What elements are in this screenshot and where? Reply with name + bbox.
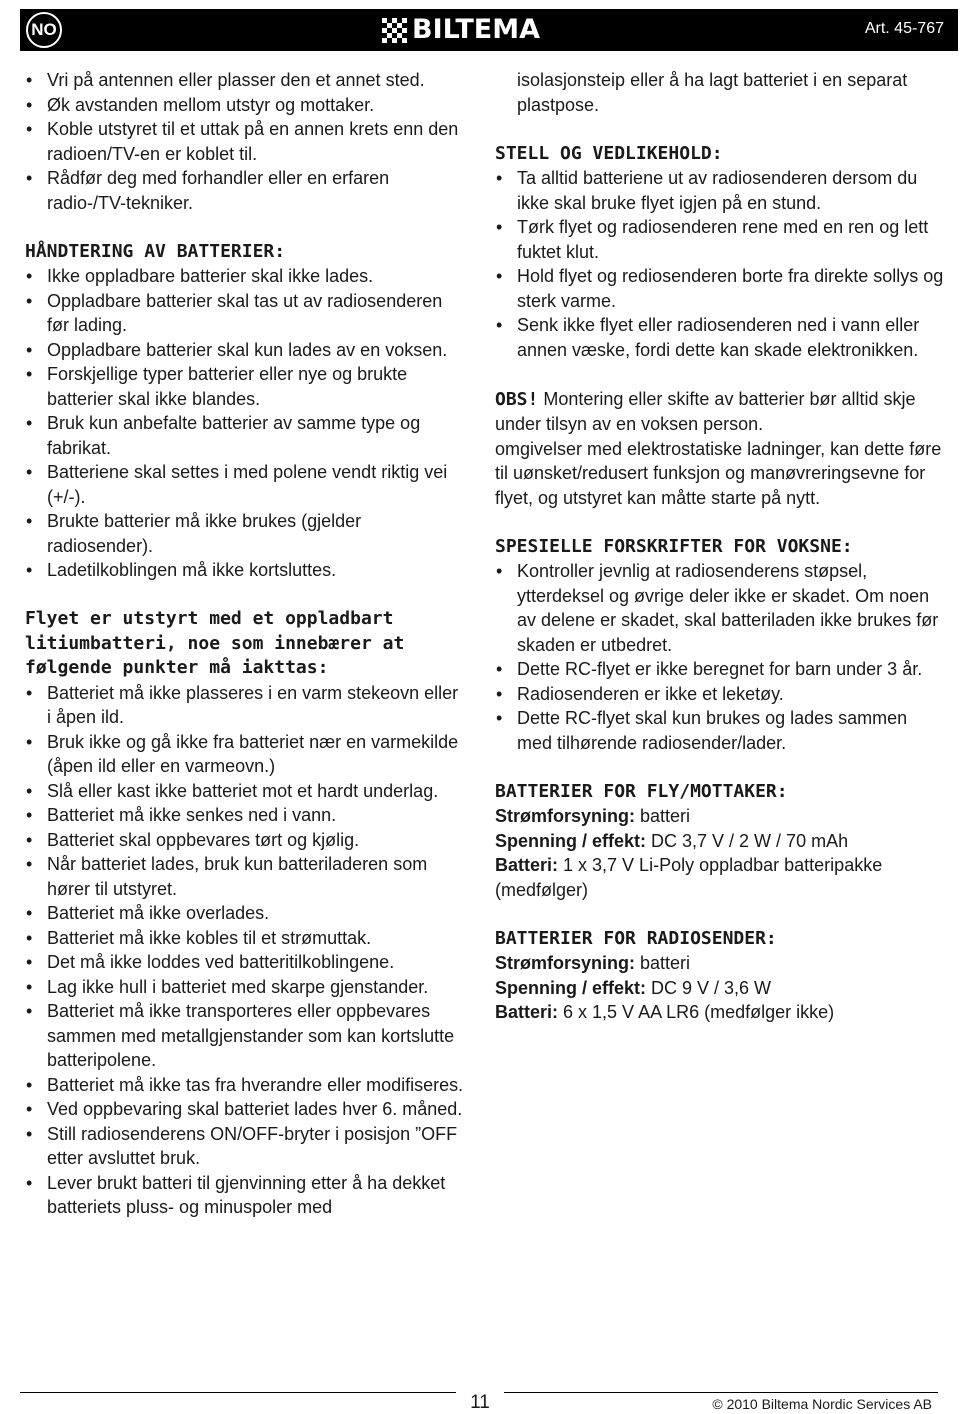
list-item: • Dette RC-flyet skal kun brukes og lades sammen med tilhørende radiosender/lader. bbox=[495, 706, 945, 755]
list-item: • Batteriet skal oppbevares tørt og kjølig. bbox=[25, 828, 465, 853]
radio-spec-battery bbox=[495, 1000, 945, 1025]
list-item: • Dette RC-flyet er ikke beregnet for barn under 3 år. bbox=[495, 657, 945, 682]
adult-rules-list bbox=[495, 559, 945, 755]
list-item: • Brukte batterier må ikke brukes (gjelder radiosender). bbox=[25, 509, 465, 558]
adult-rules-heading: SPESIELLE FORSKRIFTER FOR VOKSNE: bbox=[495, 535, 853, 557]
article-number: Art. 45-767 bbox=[864, 20, 944, 37]
lithium-battery-heading: Flyet er utstyrt med et oppladbart litiumbatteri, noe som innebærer at følgende punkter må iakttas: bbox=[25, 608, 405, 678]
obs-paragraph bbox=[495, 387, 945, 437]
list-item: • Ladetilkoblingen må ikke kortsluttes. bbox=[25, 558, 465, 583]
list-item: • Senk ikke flyet eller radiosenderen ned i vann eller annen væske, fordi dette kan skade elektronikken. bbox=[495, 313, 945, 362]
language-badge: NO bbox=[26, 12, 62, 48]
list-item: • Rådfør deg med forhandler eller en erfaren radio-/TV-tekniker. bbox=[25, 166, 465, 215]
lithium-battery-list bbox=[25, 681, 465, 1220]
plane-battery-heading: BATTERIER FOR FLY/MOTTAKER: bbox=[495, 780, 788, 802]
battery-handling-list bbox=[25, 264, 465, 583]
list-item: • Oppladbare batterier skal kun lades av en voksen. bbox=[25, 338, 465, 363]
list-item: • Bruk kun anbefalte batterier av samme type og fabrikat. bbox=[25, 411, 465, 460]
list-item: • Øk avstanden mellom utstyr og mottaker. bbox=[25, 93, 465, 118]
list-item: • Kontroller jevnlig at radiosenderens støpsel, ytterdeksel og øvrige deler ikke er skadet. Om noen av delene er skadet, skal batteriladen ikke brukes før skaden er utbedret. bbox=[495, 559, 945, 657]
radio-spec-voltage bbox=[495, 976, 945, 1001]
brand-logo bbox=[382, 14, 540, 45]
list-item: • Lever brukt batteri til gjenvinning etter å ha dekket batteriets pluss- og minuspoler med bbox=[25, 1171, 465, 1220]
plane-spec-power bbox=[495, 804, 945, 829]
list-item: • Batteriet må ikke plasseres i en varm stekeovn eller i åpen ild. bbox=[25, 681, 465, 730]
spec-label: Batteri: bbox=[495, 855, 559, 875]
radio-spec-power bbox=[495, 951, 945, 976]
left-column bbox=[25, 68, 465, 1220]
spec-value: DC 3,7 V / 2 W / 70 mAh bbox=[646, 830, 849, 851]
spec-value: 6 x 1,5 V AA LR6 (medfølger ikke) bbox=[558, 1002, 835, 1022]
list-item: • Det må ikke loddes ved batteritilkoblingene. bbox=[25, 950, 465, 975]
list-item: • Batteriet må ikke transporteres eller oppbevares sammen med metallgjenstander som kan kortslutte batteripolene. bbox=[25, 999, 465, 1073]
copyright-notice: © 2010 Biltema Nordic Services AB bbox=[712, 1396, 932, 1412]
spec-value: batteri bbox=[635, 806, 691, 826]
list-item: • Bruk ikke og gå ikke fra batteriet nær en varmekilde (åpen ild eller en varmeovn.) bbox=[25, 730, 465, 779]
list-item: • Oppladbare batterier skal tas ut av radiosenderen før lading. bbox=[25, 289, 465, 338]
right-column bbox=[495, 68, 945, 1025]
spec-label: Strømforsyning: bbox=[495, 806, 636, 826]
radio-battery-heading: BATTERIER FOR RADIOSENDER: bbox=[495, 927, 777, 949]
list-item: • Batteriet må ikke tas fra hverandre eller modifiseres. bbox=[25, 1073, 465, 1098]
checkered-flag-icon bbox=[382, 18, 407, 43]
obs-paragraph-2: omgivelser med elektrostatiske ladninger, kan dette føre til uønsket/redusert funksjon og manøvreringsevne for flyet, og utstyret kan måtte starte på nytt. bbox=[495, 438, 942, 508]
obs-text: Montering eller skifte av batterier bør alltid skje under tilsyn av en voksen person. bbox=[495, 388, 916, 434]
spec-value: DC 9 V / 3,6 W bbox=[646, 977, 772, 998]
plane-spec-battery bbox=[495, 853, 945, 902]
care-heading: STELL OG VEDLIKEHOLD: bbox=[495, 142, 723, 164]
spec-value: batteri bbox=[635, 953, 691, 973]
list-item: • Hold flyet og rediosenderen borte fra direkte sollys og sterk varme. bbox=[495, 264, 945, 313]
list-item: • Ved oppbevaring skal batteriet lades hver 6. måned. bbox=[25, 1097, 465, 1122]
list-item: • Forskjellige typer batterier eller nye og brukte batterier skal ikke blandes. bbox=[25, 362, 465, 411]
brand-name: BILTEMA bbox=[412, 14, 540, 45]
list-item: • Tørk flyet og radiosenderen rene med en ren og lett fuktet klut. bbox=[495, 215, 945, 264]
spec-label: Spenning / effekt: bbox=[495, 830, 647, 851]
list-item: • Batteriet må ikke kobles til et strømuttak. bbox=[25, 926, 465, 951]
list-item: • Koble utstyret til et uttak på en annen krets enn den radioen/TV-en er koblet til. bbox=[25, 117, 465, 166]
spec-label: Batteri: bbox=[495, 1002, 559, 1022]
list-item: • Vri på antennen eller plasser den et annet sted. bbox=[25, 68, 465, 93]
list-item: • Radiosenderen er ikke et leketøy. bbox=[495, 682, 945, 707]
list-item: • Slå eller kast ikke batteriet mot et hardt underlag. bbox=[25, 779, 465, 804]
obs-label: OBS! bbox=[495, 388, 539, 410]
spec-label: Strømforsyning: bbox=[495, 953, 636, 973]
intro-list bbox=[25, 68, 465, 215]
page-number: 11 bbox=[470, 1392, 490, 1413]
battery-handling-heading: HÅNDTERING AV BATTERIER: bbox=[25, 240, 286, 262]
list-item: • Når batteriet lades, bruk kun batteriladeren som hører til utstyret. bbox=[25, 852, 465, 901]
list-item: • Ikke oppladbare batterier skal ikke lades. bbox=[25, 264, 465, 289]
continued-text: isolasjonsteip eller å ha lagt batteriet i en separat plastpose. bbox=[517, 70, 908, 115]
list-item: • Still radiosenderens ON/OFF-bryter i posisjon ”OFF etter avsluttet bruk. bbox=[25, 1122, 465, 1171]
list-item: • Batteriene skal settes i med polene vendt riktig vei (+/-). bbox=[25, 460, 465, 509]
spec-value: 1 x 3,7 V Li-Poly oppladbar batteripakke (medfølger) bbox=[495, 855, 883, 900]
care-list bbox=[495, 166, 945, 362]
list-item: • Batteriet må ikke senkes ned i vann. bbox=[25, 803, 465, 828]
list-item: • Lag ikke hull i batteriet med skarpe gjenstander. bbox=[25, 975, 465, 1000]
header-bar bbox=[20, 9, 958, 51]
spec-label: Spenning / effekt: bbox=[495, 977, 647, 998]
list-item: • Ta alltid batteriene ut av radiosenderen dersom du ikke skal bruke flyet igjen på en stund. bbox=[495, 166, 945, 215]
list-item: • Batteriet må ikke overlades. bbox=[25, 901, 465, 926]
plane-spec-voltage bbox=[495, 829, 945, 854]
